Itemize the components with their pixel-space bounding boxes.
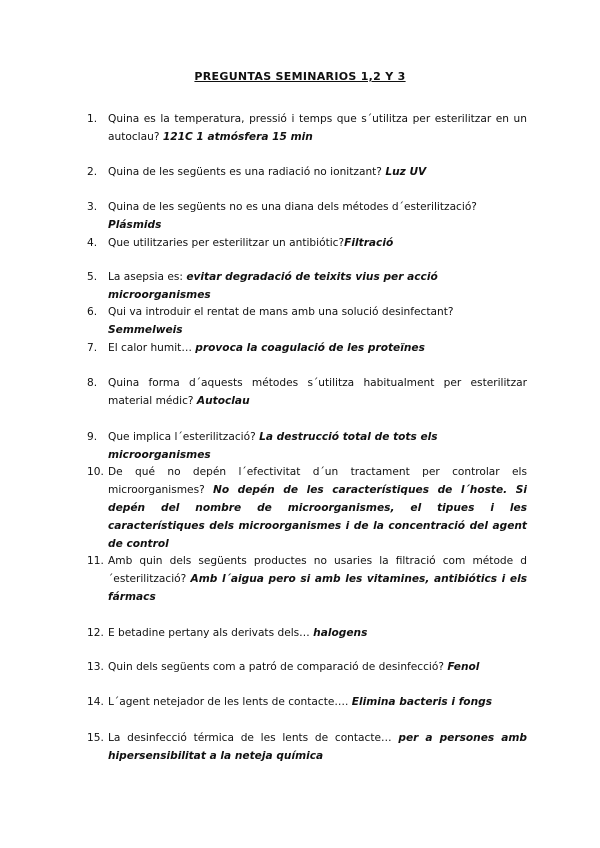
question-item bbox=[87, 339, 527, 357]
question-item bbox=[87, 268, 527, 304]
question-text: Quina de les següents es una radiació no ionitzant? bbox=[108, 166, 382, 178]
question-item bbox=[87, 624, 527, 642]
question-answer: Fenol bbox=[447, 661, 480, 673]
question-number: 8. bbox=[87, 377, 98, 389]
document-title: PREGUNTAS SEMINARIOS 1,2 Y 3 bbox=[194, 70, 406, 83]
question-number: 7. bbox=[87, 342, 98, 354]
question-answer: La destrucció total de tots els microorganismes bbox=[108, 431, 438, 461]
question-item bbox=[87, 729, 527, 765]
question-text: Quin dels següents com a patró de comparació de desinfecció? bbox=[108, 661, 444, 673]
question-item bbox=[87, 552, 527, 606]
question-text: Quina forma d´aquests métodes s´utilitza habitualment per esterilitzar material médic? bbox=[108, 377, 527, 407]
question-item bbox=[87, 163, 527, 181]
question-text: La desinfecció térmica de les lents de contacte… bbox=[108, 732, 392, 744]
question-item bbox=[87, 303, 527, 339]
question-number: 9. bbox=[87, 431, 98, 443]
question-number: 12. bbox=[87, 627, 104, 639]
question-item bbox=[87, 110, 527, 146]
question-answer: Filtració bbox=[344, 237, 394, 249]
question-answer: Semmelweis bbox=[108, 324, 183, 336]
question-item bbox=[87, 234, 527, 252]
question-answer: per a persones amb hipersensibilitat a la neteja química bbox=[108, 732, 527, 762]
question-number: 15. bbox=[87, 732, 104, 744]
question-item bbox=[87, 198, 527, 234]
question-answer: No depén de les característiques de l´hoste. Si depén del nombre de microorganismes, el tipues i les característiques dels microorganismes i de la concentració del agent de control bbox=[108, 484, 528, 550]
question-number: 4. bbox=[87, 237, 98, 249]
question-number: 13. bbox=[87, 661, 104, 673]
question-text: Amb quin dels següents productes no usaries la filtració com métode d´esterilització? bbox=[108, 555, 527, 585]
question-number: 10. bbox=[87, 466, 104, 478]
question-text: Quina de les següents no es una diana dels métodes d´esterilització? bbox=[108, 201, 477, 213]
question-number: 1. bbox=[87, 113, 98, 125]
question-answer: 121C 1 atmósfera 15 min bbox=[162, 131, 313, 143]
question-answer: halogens bbox=[313, 627, 368, 639]
question-number: 2. bbox=[87, 166, 98, 178]
question-item bbox=[87, 693, 527, 711]
question-answer: provoca la coagulació de les proteïnes bbox=[195, 342, 425, 354]
question-item bbox=[87, 374, 527, 410]
question-answer: Plásmids bbox=[108, 219, 162, 231]
question-number: 3. bbox=[87, 201, 98, 213]
question-answer: evitar degradació de teixits vius per acció microorganismes bbox=[108, 271, 438, 301]
question-answer: Elimina bacteris i fongs bbox=[351, 696, 493, 708]
question-text: L´agent netejador de les lents de contacte…. bbox=[108, 696, 349, 708]
question-number: 14. bbox=[87, 696, 104, 708]
question-text: Quina es la temperatura, pressió i temps que s´utilitza per esterilitzar en un autoclau? bbox=[108, 113, 527, 143]
question-text: El calor humit… bbox=[108, 342, 192, 354]
question-answer: Autoclau bbox=[196, 395, 250, 407]
question-text: Que implica l´esterilització? bbox=[108, 431, 256, 443]
question-item bbox=[87, 658, 527, 676]
question-item bbox=[87, 463, 527, 553]
question-text: La asepsia es: bbox=[108, 271, 183, 283]
question-text: E betadine pertany als derivats dels… bbox=[108, 627, 310, 639]
question-answer: Amb l´aigua pero si amb les vitamines, antibiótics i els fármacs bbox=[108, 573, 528, 603]
question-number: 11. bbox=[87, 555, 104, 567]
question-number: 5. bbox=[87, 271, 98, 283]
question-number: 6. bbox=[87, 306, 98, 318]
question-item bbox=[87, 428, 527, 464]
question-answer: Luz UV bbox=[385, 166, 427, 178]
question-text: De qué no depén l´efectivitat d´un tractament per controlar els microorganismes? bbox=[108, 466, 527, 496]
question-text: Que utilitzaries per esterilitzar un antibiótic? bbox=[108, 237, 345, 249]
question-text: Qui va introduir el rentat de mans amb una solució desinfectant? bbox=[108, 306, 454, 318]
